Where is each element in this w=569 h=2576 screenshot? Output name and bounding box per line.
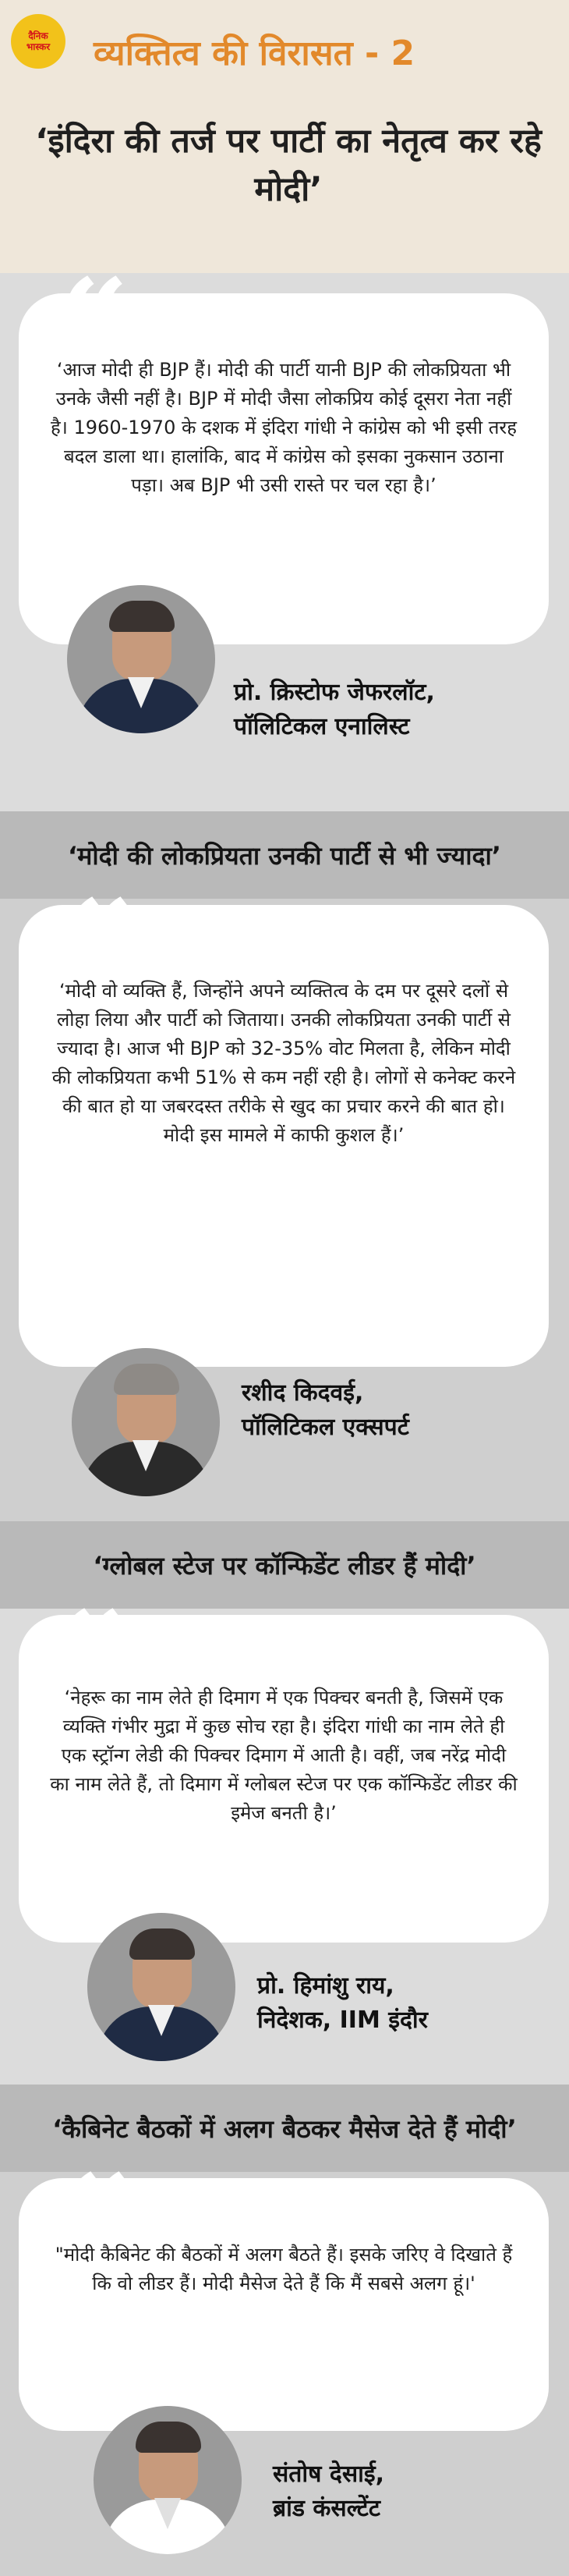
- expert-name: [242, 1376, 409, 1445]
- section-1: [0, 251, 569, 811]
- section-2: [0, 872, 569, 1521]
- close-quote-icon: ”: [436, 559, 509, 705]
- quote-text: "मोदी कैबिनेट की बैठकों में अलग बैठते हैं। इसके जरिए वे दिखाते हैं कि वो लीडर हैं। मोदी मैसेज देते हैं कि मैं सबसे अलग हूं।': [55, 2244, 513, 2294]
- header: [0, 0, 569, 273]
- expert-name-line-2: पॉलिटिकल एक्सपर्ट: [242, 1414, 409, 1441]
- section-heading: ‘कैबिनेट बैठकों में अलग बैठकर मैसेज देते हैं मोदी’: [52, 2113, 517, 2144]
- open-quote-icon: “: [55, 1584, 127, 1730]
- expert-name: [273, 2457, 384, 2526]
- hair-shape: [109, 601, 175, 632]
- main-title: ‘इंदिरा की तर्ज पर पार्टी का नेतृत्व कर रहे मोदी’: [35, 122, 542, 209]
- hair-shape: [114, 1364, 179, 1395]
- expert-photo: [72, 1348, 220, 1496]
- close-quote-icon: ”: [433, 1879, 506, 2025]
- close-quote-icon: ”: [436, 1293, 509, 1440]
- expert-name-line-2: निदेशक, IIM इंदौर: [257, 2007, 428, 2034]
- quote-text: ‘मोदी वो व्यक्ति हैं, जिन्होंने अपने व्यक्तित्व के दम पर दूसरे दलों से लोहा लिया और पार्टी को जिताया। उनकी लोकप्रियता उनकी पार्टी से ज्यादा है। आज भी BJP को 32-35% वोट मिलता है, लेकिन मोदी की लोकप्रियता कभी 51% से कम नहीं रही है। लोगों से कनेक्ट करने की बात हो या जबरदस्त तरीके से खुद का प्रचार करने की बात हो। मोदी इस मामले में काफी कुशल हैं।’: [51, 980, 516, 1146]
- close-quote-icon: ”: [433, 2359, 506, 2506]
- dainik-bhaskar-logo: [11, 14, 65, 69]
- quote-text: ‘आज मोदी ही BJP हैं। मोदी की पार्टी यानी BJP की लोकप्रियता भी उनके जैसी नहीं है। BJP में मोदी जैसा लोकप्रिय कोई दूसरा नेता नहीं है। 1960-1970 के दशक में इंदिरा गांधी ने कांग्रेस को भी इसी तरह बदल डाला था। हालांकि, बाद में कांग्रेस को इसका नुकसान उठाना पड़ा। अब BJP भी उसी रास्ते पर चल रहा है।’: [51, 359, 517, 496]
- expert-photo: [67, 585, 215, 733]
- expert-photo: [87, 1913, 235, 2061]
- open-quote-icon: “: [58, 251, 130, 398]
- expert-name-line-1: रशीद किदवई,: [242, 1379, 364, 1407]
- logo-line-1: दैनिक: [28, 30, 48, 41]
- expert-name-line-2: ब्रांड कंसल्टेंट: [273, 2495, 381, 2522]
- section-3: [0, 1584, 569, 2085]
- logo-line-2: भास्कर: [26, 41, 51, 52]
- open-quote-icon: “: [61, 2147, 133, 2294]
- expert-name: [257, 1969, 428, 2038]
- expert-name-line-2: पॉलिटिकल एनालिस्ट: [234, 713, 410, 740]
- hair-shape: [129, 1928, 195, 1960]
- open-quote-icon: “: [62, 872, 135, 1019]
- expert-photo: [94, 2406, 242, 2554]
- hair-shape: [136, 2422, 201, 2453]
- expert-name-line-1: संतोष देसाई,: [273, 2461, 385, 2488]
- section-heading: ‘मोदी की लोकप्रियता उनकी पार्टी से भी ज्यादा’: [68, 840, 501, 871]
- section-4: [0, 2147, 569, 2576]
- series-title: व्यक्तित्व की विरासत - 2: [94, 34, 415, 73]
- expert-name-line-1: प्रो. हिमांशु राय,: [257, 1972, 394, 1999]
- quote-text: ‘नेहरू का नाम लेते ही दिमाग में एक पिक्चर बनती है, जिसमें एक व्यक्ति गंभीर मुद्रा में कुछ सोच रहा है। इंदिरा गांधी का नाम लेते ही एक स्ट्रॉन्ग लेडी की पिक्चर दिमाग में आती है। वहीं, जब नरेंद्र मोदी का नाम लेते हैं, तो दिमाग में ग्लोबल स्टेज पर एक कॉन्फिडेंट लीडर की इमेज बनती है।’: [50, 1687, 518, 1824]
- expert-name-line-1: प्रो. क्रिस्टोफ जेफरलॉट,: [234, 679, 435, 706]
- expert-name: [234, 676, 435, 744]
- section-heading: ‘ग्लोबल स्टेज पर कॉन्फिडेंट लीडर हैं मोदी’: [93, 1550, 476, 1581]
